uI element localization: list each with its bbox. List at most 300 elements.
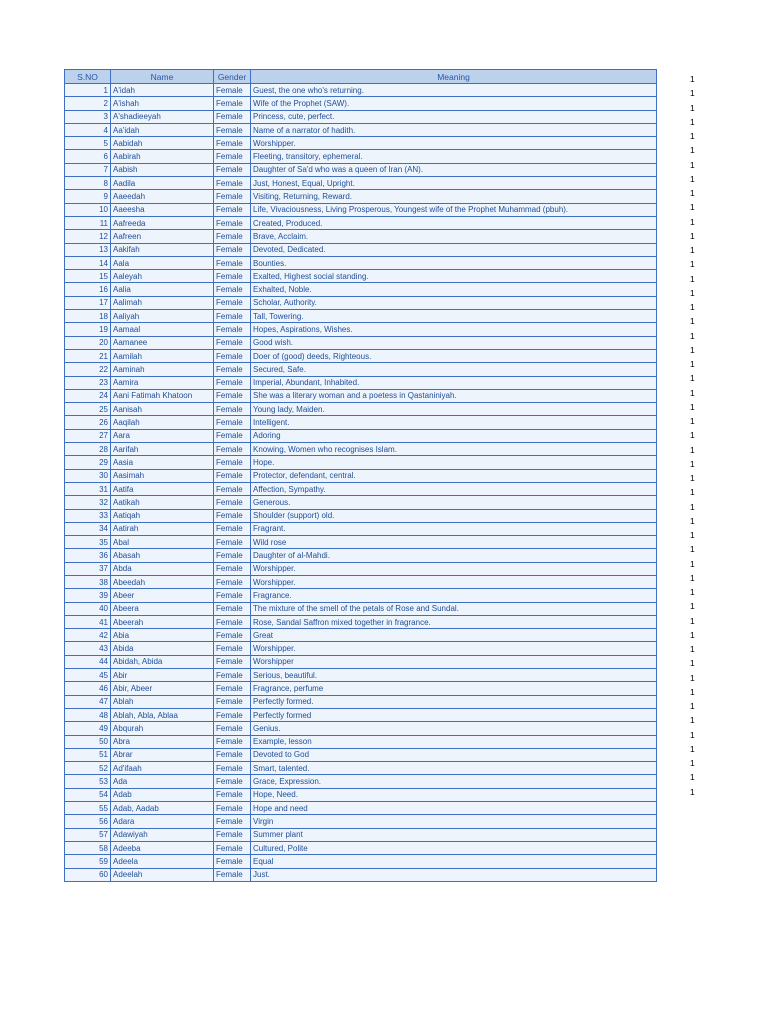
cell-name: Aakifah — [111, 243, 214, 256]
cell-sno: 27 — [65, 429, 111, 442]
table-row — [65, 496, 657, 509]
cell-name: Aara — [111, 429, 214, 442]
cell-meaning: Daughter of al-Mahdi. — [251, 549, 657, 562]
cell-gender: Female — [214, 815, 251, 828]
cell-name: Aasimah — [111, 469, 214, 482]
table-row — [65, 841, 657, 854]
cell-meaning: Wife of the Prophet (SAW). — [251, 97, 657, 110]
cell-sno: 54 — [65, 788, 111, 801]
cell-gender: Female — [214, 536, 251, 549]
side-value: 1 — [690, 501, 695, 512]
table-row — [65, 443, 657, 456]
cell-meaning: Visiting, Returning, Reward. — [251, 190, 657, 203]
cell-sno: 3 — [65, 110, 111, 123]
table-row — [65, 283, 657, 296]
side-value: 1 — [690, 686, 695, 697]
names-sheet — [64, 69, 656, 882]
cell-meaning: Shoulder (support) old. — [251, 509, 657, 522]
cell-meaning: Fragrance, perfume — [251, 682, 657, 695]
cell-sno: 12 — [65, 230, 111, 243]
cell-meaning: Virgin — [251, 815, 657, 828]
side-value: 1 — [690, 173, 695, 184]
cell-sno: 17 — [65, 296, 111, 309]
cell-sno: 19 — [65, 323, 111, 336]
cell-gender: Female — [214, 695, 251, 708]
cell-name: Aasia — [111, 456, 214, 469]
cell-meaning: Worshipper. — [251, 642, 657, 655]
table-row — [65, 775, 657, 788]
cell-name: Aabidah — [111, 137, 214, 150]
cell-gender: Female — [214, 642, 251, 655]
cell-name: Adeela — [111, 855, 214, 868]
table-row — [65, 376, 657, 389]
table-row — [65, 722, 657, 735]
cell-gender: Female — [214, 84, 251, 97]
cell-name: Adab — [111, 788, 214, 801]
cell-gender: Female — [214, 469, 251, 482]
cell-sno: 22 — [65, 363, 111, 376]
cell-gender: Female — [214, 802, 251, 815]
cell-name: Aamaal — [111, 323, 214, 336]
cell-sno: 34 — [65, 522, 111, 535]
side-value: 1 — [690, 601, 695, 612]
cell-meaning: Protector, defendant, central. — [251, 469, 657, 482]
cell-gender: Female — [214, 549, 251, 562]
cell-gender: Female — [214, 482, 251, 495]
cell-sno: 29 — [65, 456, 111, 469]
side-value: 1 — [690, 387, 695, 398]
cell-sno: 26 — [65, 416, 111, 429]
cell-name: Abrar — [111, 748, 214, 761]
cell-sno: 28 — [65, 443, 111, 456]
cell-gender: Female — [214, 137, 251, 150]
table-row — [65, 163, 657, 176]
cell-meaning: Brave, Acclaim. — [251, 230, 657, 243]
side-value: 1 — [690, 644, 695, 654]
side-value: 1 — [690, 287, 695, 298]
header-meaning: Meaning — [251, 70, 657, 84]
cell-meaning: Hopes, Aspirations, Wishes. — [251, 323, 657, 336]
cell-gender: Female — [214, 177, 251, 190]
cell-gender: Female — [214, 575, 251, 588]
cell-gender: Female — [214, 775, 251, 788]
cell-name: A'ishah — [111, 97, 214, 110]
table-row — [65, 296, 657, 309]
table-row — [65, 137, 657, 150]
side-value: 1 — [690, 572, 695, 583]
cell-gender: Female — [214, 708, 251, 721]
cell-sno: 41 — [65, 615, 111, 628]
table-row — [65, 602, 657, 615]
cell-gender: Female — [214, 855, 251, 868]
cell-gender: Female — [214, 336, 251, 349]
cell-name: Abda — [111, 562, 214, 575]
cell-meaning: Knowing, Women who recognises Islam. — [251, 443, 657, 456]
cell-gender: Female — [214, 123, 251, 136]
table-row — [65, 589, 657, 602]
cell-meaning: Worshipper. — [251, 562, 657, 575]
cell-sno: 10 — [65, 203, 111, 216]
side-value: 1 — [690, 758, 695, 768]
side-value: 1 — [690, 245, 695, 255]
side-value: 1 — [690, 188, 695, 198]
side-value: 1 — [690, 401, 695, 412]
side-value: 1 — [690, 259, 695, 270]
cell-sno: 39 — [65, 589, 111, 602]
side-value: 1 — [690, 458, 695, 469]
table-row — [65, 456, 657, 469]
cell-name: Aabish — [111, 163, 214, 176]
cell-sno: 42 — [65, 629, 111, 642]
side-value: 1 — [690, 230, 695, 241]
cell-meaning: Summer plant — [251, 828, 657, 841]
side-value: 1 — [690, 715, 695, 726]
cell-gender: Female — [214, 256, 251, 269]
cell-gender: Female — [214, 150, 251, 163]
cell-sno: 15 — [65, 270, 111, 283]
table-row — [65, 708, 657, 721]
cell-sno: 8 — [65, 177, 111, 190]
side-value: 1 — [690, 473, 695, 483]
cell-gender: Female — [214, 443, 251, 456]
cell-meaning: Equal — [251, 855, 657, 868]
cell-gender: Female — [214, 363, 251, 376]
cell-name: Abasah — [111, 549, 214, 562]
cell-meaning: Secured, Safe. — [251, 363, 657, 376]
cell-meaning: Fleeting, transitory, ephemeral. — [251, 150, 657, 163]
table-row — [65, 150, 657, 163]
cell-sno: 31 — [65, 482, 111, 495]
cell-sno: 46 — [65, 682, 111, 695]
cell-name: Abeer — [111, 589, 214, 602]
side-value: 1 — [690, 330, 695, 341]
side-value: 1 — [690, 273, 695, 284]
cell-name: Adawiyah — [111, 828, 214, 841]
cell-sno: 47 — [65, 695, 111, 708]
cell-meaning: Princess, cute, perfect. — [251, 110, 657, 123]
cell-meaning: Great — [251, 629, 657, 642]
cell-gender: Female — [214, 496, 251, 509]
cell-gender: Female — [214, 841, 251, 854]
cell-sno: 45 — [65, 669, 111, 682]
table-row — [65, 84, 657, 97]
cell-name: Abida — [111, 642, 214, 655]
cell-meaning: Imperial, Abundant, Inhabited. — [251, 376, 657, 389]
cell-meaning: Devoted, Dedicated. — [251, 243, 657, 256]
side-value: 1 — [690, 159, 695, 170]
cell-sno: 4 — [65, 123, 111, 136]
table-row — [65, 203, 657, 216]
cell-meaning: Daughter of Sa'd who was a queen of Iran (AN). — [251, 163, 657, 176]
cell-meaning: Cultured, Polite — [251, 841, 657, 854]
side-value: 1 — [690, 444, 695, 455]
cell-sno: 6 — [65, 150, 111, 163]
cell-meaning: Exalted, Highest social standing. — [251, 270, 657, 283]
cell-sno: 56 — [65, 815, 111, 828]
side-value: 1 — [690, 772, 695, 783]
cell-name: Aani Fatimah Khatoon — [111, 389, 214, 402]
table-row — [65, 682, 657, 695]
cell-gender: Female — [214, 203, 251, 216]
cell-meaning: Good wish. — [251, 336, 657, 349]
cell-sno: 18 — [65, 310, 111, 323]
cell-name: Aatiqah — [111, 509, 214, 522]
cell-gender: Female — [214, 456, 251, 469]
cell-sno: 33 — [65, 509, 111, 522]
table-row — [65, 562, 657, 575]
cell-meaning: Serious, beautiful. — [251, 669, 657, 682]
table-row — [65, 429, 657, 442]
side-value: 1 — [690, 701, 695, 711]
side-value: 1 — [690, 587, 695, 597]
cell-sno: 51 — [65, 748, 111, 761]
side-value: 1 — [690, 344, 695, 355]
cell-meaning: Generous. — [251, 496, 657, 509]
cell-gender: Female — [214, 868, 251, 881]
cell-gender: Female — [214, 735, 251, 748]
cell-gender: Female — [214, 163, 251, 176]
side-value: 1 — [690, 743, 695, 754]
table-row — [65, 243, 657, 256]
cell-sno: 5 — [65, 137, 111, 150]
cell-meaning: Bounties. — [251, 256, 657, 269]
cell-name: Aaleyah — [111, 270, 214, 283]
cell-sno: 52 — [65, 762, 111, 775]
cell-gender: Female — [214, 323, 251, 336]
side-value: 1 — [690, 316, 695, 327]
header-name: Name — [111, 70, 214, 84]
table-row — [65, 97, 657, 110]
side-value: 1 — [690, 102, 695, 113]
cell-sno: 40 — [65, 602, 111, 615]
cell-name: Aaliyah — [111, 310, 214, 323]
cell-name: Abidah, Abida — [111, 655, 214, 668]
cell-sno: 43 — [65, 642, 111, 655]
table-row — [65, 230, 657, 243]
cell-gender: Female — [214, 403, 251, 416]
cell-sno: 60 — [65, 868, 111, 881]
header-sno: S.NO — [65, 70, 111, 84]
cell-sno: 20 — [65, 336, 111, 349]
side-value: 1 — [690, 74, 695, 84]
header-row — [65, 70, 657, 84]
table-row — [65, 256, 657, 269]
table-row — [65, 177, 657, 190]
cell-name: Aarifah — [111, 443, 214, 456]
cell-meaning: Scholar, Authority. — [251, 296, 657, 309]
cell-gender: Female — [214, 655, 251, 668]
table-row — [65, 123, 657, 136]
cell-sno: 32 — [65, 496, 111, 509]
cell-gender: Female — [214, 243, 251, 256]
cell-name: Aa'idah — [111, 123, 214, 136]
cell-sno: 16 — [65, 283, 111, 296]
side-value: 1 — [690, 88, 695, 99]
table-row — [65, 389, 657, 402]
table-row — [65, 868, 657, 881]
table-row — [65, 110, 657, 123]
cell-gender: Female — [214, 376, 251, 389]
cell-meaning: Perfectly formed — [251, 708, 657, 721]
side-column — [690, 72, 702, 799]
side-value: 1 — [690, 658, 695, 669]
table-row — [65, 655, 657, 668]
cell-name: Abqurah — [111, 722, 214, 735]
header-gender: Gender — [214, 70, 251, 84]
table-row — [65, 522, 657, 535]
table-row — [65, 629, 657, 642]
cell-name: Adeeba — [111, 841, 214, 854]
cell-name: Aatifa — [111, 482, 214, 495]
cell-name: Aamanee — [111, 336, 214, 349]
cell-meaning: Just. — [251, 868, 657, 881]
cell-name: Adab, Aadab — [111, 802, 214, 815]
table-row — [65, 310, 657, 323]
cell-gender: Female — [214, 589, 251, 602]
cell-sno: 30 — [65, 469, 111, 482]
cell-meaning: Exhalted, Noble. — [251, 283, 657, 296]
cell-gender: Female — [214, 828, 251, 841]
side-value: 1 — [690, 216, 695, 227]
cell-meaning: Fragrance. — [251, 589, 657, 602]
cell-gender: Female — [214, 562, 251, 575]
table-row — [65, 349, 657, 362]
cell-name: Abir, Abeer — [111, 682, 214, 695]
cell-sno: 48 — [65, 708, 111, 721]
cell-sno: 25 — [65, 403, 111, 416]
cell-sno: 7 — [65, 163, 111, 176]
side-value: 1 — [690, 202, 695, 213]
cell-sno: 2 — [65, 97, 111, 110]
cell-meaning: Just, Honest, Equal, Upright. — [251, 177, 657, 190]
cell-gender: Female — [214, 629, 251, 642]
side-value: 1 — [690, 359, 695, 369]
cell-name: Aatirah — [111, 522, 214, 535]
table-row — [65, 815, 657, 828]
cell-gender: Female — [214, 416, 251, 429]
cell-gender: Female — [214, 602, 251, 615]
cell-name: Ablah, Abla, Ablaa — [111, 708, 214, 721]
side-value: 1 — [690, 487, 695, 498]
cell-name: A'idah — [111, 84, 214, 97]
cell-meaning: Life, Vivaciousness, Living Prosperous, Youngest wife of the Prophet Muhammad (pbuh). — [251, 203, 657, 216]
cell-gender: Female — [214, 97, 251, 110]
table-row — [65, 469, 657, 482]
cell-name: Aaeedah — [111, 190, 214, 203]
cell-meaning: She was a literary woman and a poetess in Qastaniniyah. — [251, 389, 657, 402]
cell-meaning: Wild rose — [251, 536, 657, 549]
table-row — [65, 735, 657, 748]
cell-sno: 21 — [65, 349, 111, 362]
table-row — [65, 828, 657, 841]
cell-meaning: Intelligent. — [251, 416, 657, 429]
cell-gender: Female — [214, 522, 251, 535]
cell-sno: 37 — [65, 562, 111, 575]
table-row — [65, 615, 657, 628]
cell-meaning: Smart, talented. — [251, 762, 657, 775]
cell-gender: Female — [214, 110, 251, 123]
cell-meaning: Grace, Expression. — [251, 775, 657, 788]
side-value: 1 — [690, 416, 695, 426]
cell-sno: 49 — [65, 722, 111, 735]
side-value: 1 — [690, 544, 695, 555]
cell-meaning: Genius. — [251, 722, 657, 735]
cell-gender: Female — [214, 216, 251, 229]
cell-name: A'shadieeyah — [111, 110, 214, 123]
cell-name: Aaminah — [111, 363, 214, 376]
cell-sno: 11 — [65, 216, 111, 229]
cell-gender: Female — [214, 682, 251, 695]
cell-gender: Female — [214, 429, 251, 442]
cell-sno: 55 — [65, 802, 111, 815]
cell-name: Aaeesha — [111, 203, 214, 216]
cell-sno: 50 — [65, 735, 111, 748]
cell-meaning: Tall, Towering. — [251, 310, 657, 323]
cell-name: Adara — [111, 815, 214, 828]
cell-gender: Female — [214, 615, 251, 628]
table-row — [65, 549, 657, 562]
cell-name: Abir — [111, 669, 214, 682]
cell-meaning: Hope. — [251, 456, 657, 469]
cell-name: Adeelah — [111, 868, 214, 881]
table-row — [65, 323, 657, 336]
side-value: 1 — [690, 131, 695, 141]
side-value: 1 — [690, 515, 695, 526]
side-value: 1 — [690, 430, 695, 441]
cell-meaning: The mixture of the smell of the petals of Rose and Sundal. — [251, 602, 657, 615]
cell-meaning: Name of a narrator of hadith. — [251, 123, 657, 136]
cell-name: Ada — [111, 775, 214, 788]
cell-meaning: Young lady, Maiden. — [251, 403, 657, 416]
cell-sno: 58 — [65, 841, 111, 854]
cell-name: Aadila — [111, 177, 214, 190]
side-value: 1 — [690, 786, 695, 797]
side-value: 1 — [690, 558, 695, 569]
table-row — [65, 336, 657, 349]
cell-sno: 1 — [65, 84, 111, 97]
cell-name: Aalimah — [111, 296, 214, 309]
table-row — [65, 363, 657, 376]
cell-meaning: Affection, Sympathy. — [251, 482, 657, 495]
cell-sno: 38 — [65, 575, 111, 588]
cell-name: Aamilah — [111, 349, 214, 362]
table-row — [65, 855, 657, 868]
cell-sno: 35 — [65, 536, 111, 549]
cell-name: Aatikah — [111, 496, 214, 509]
cell-name: Abeedah — [111, 575, 214, 588]
cell-gender: Female — [214, 230, 251, 243]
cell-sno: 57 — [65, 828, 111, 841]
table-row — [65, 788, 657, 801]
cell-meaning: Devoted to God — [251, 748, 657, 761]
cell-sno: 24 — [65, 389, 111, 402]
cell-sno: 23 — [65, 376, 111, 389]
cell-gender: Female — [214, 349, 251, 362]
cell-meaning: Perfectly formed. — [251, 695, 657, 708]
cell-meaning: Hope, Need. — [251, 788, 657, 801]
cell-meaning: Fragrant. — [251, 522, 657, 535]
names-table — [64, 69, 657, 882]
table-row — [65, 270, 657, 283]
table-row — [65, 482, 657, 495]
cell-sno: 53 — [65, 775, 111, 788]
side-value: 1 — [690, 116, 695, 127]
cell-gender: Female — [214, 509, 251, 522]
side-value: 1 — [690, 530, 695, 540]
cell-gender: Female — [214, 310, 251, 323]
table-row — [65, 802, 657, 815]
cell-name: Aafreen — [111, 230, 214, 243]
